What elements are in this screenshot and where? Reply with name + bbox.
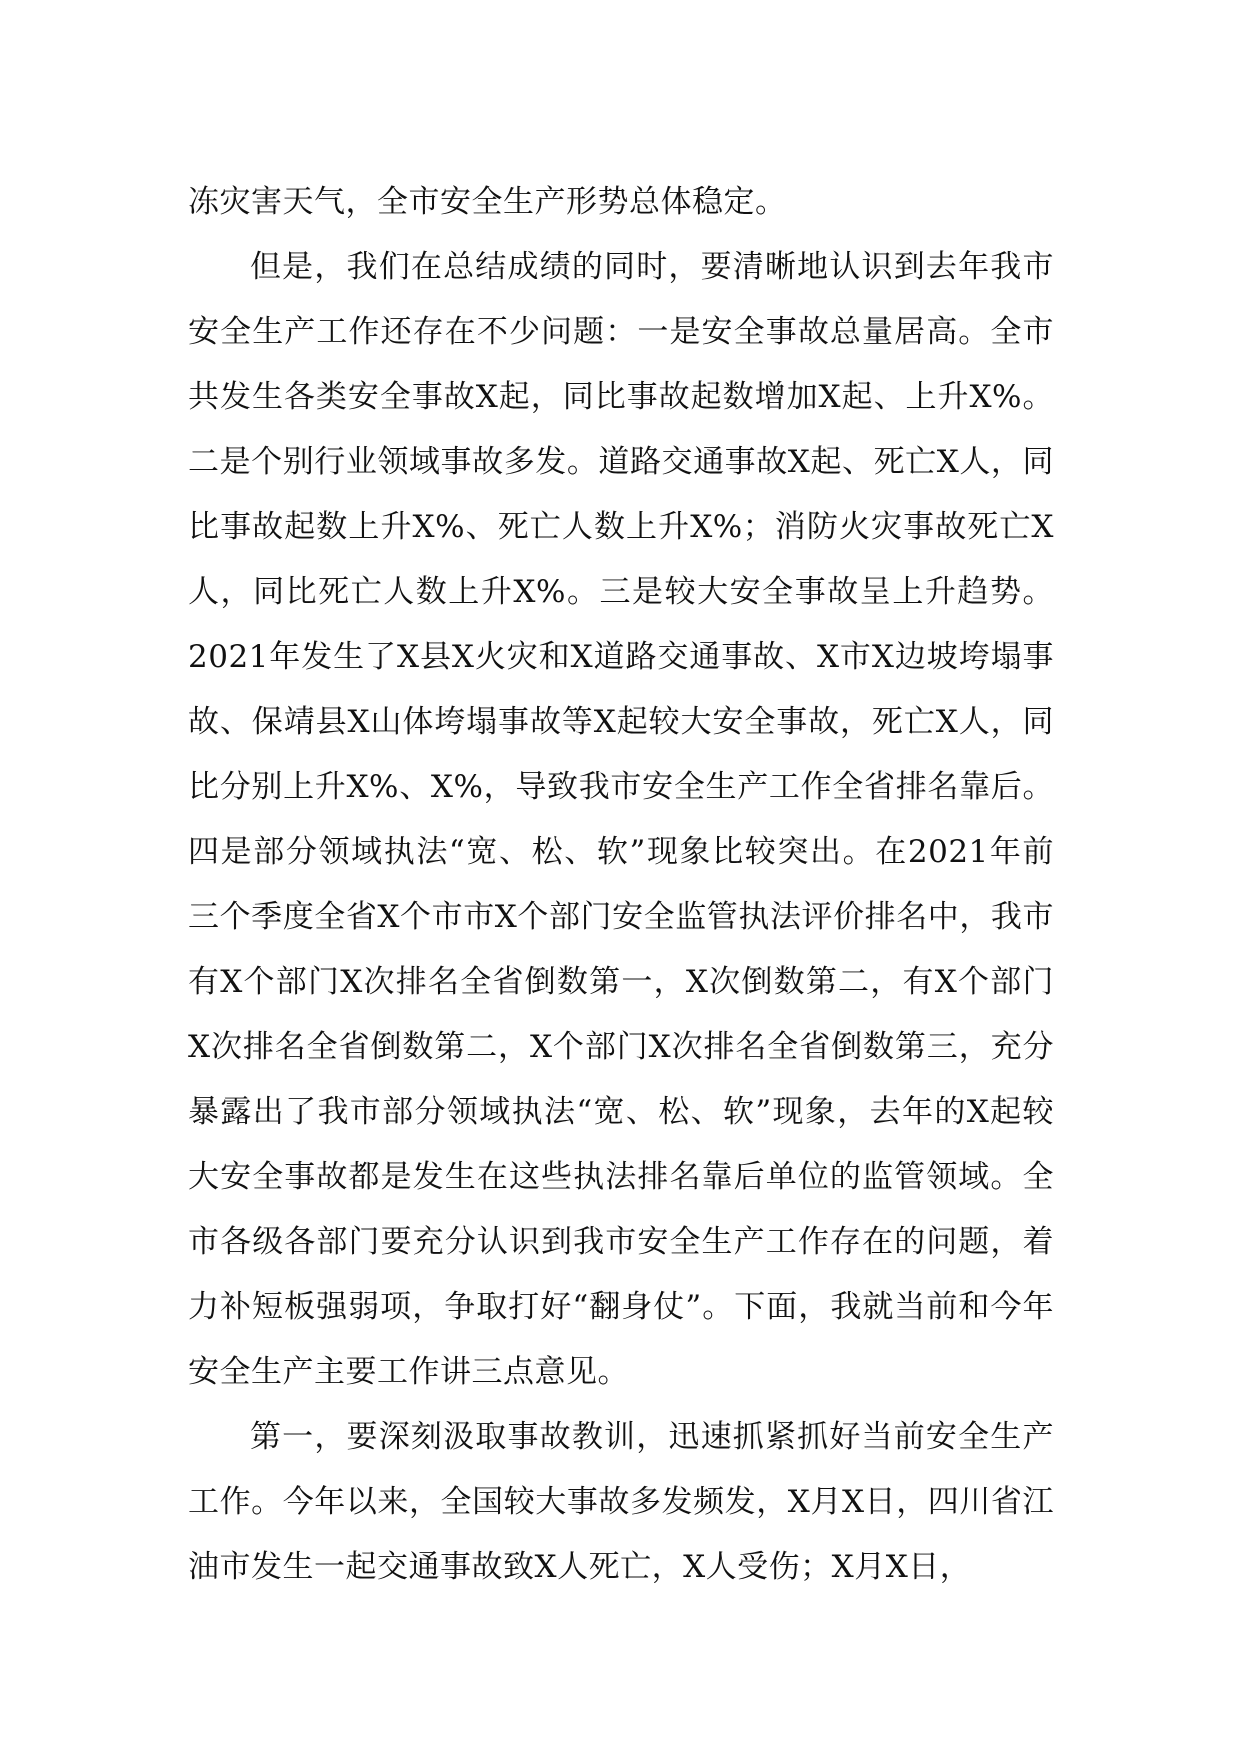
paragraph-problems: 但是，我们在总结成绩的同时，要清晰地认识到去年我市安全生产工作还存在不少问题：一是安全事故总量居高。全市共发生各类安全事故X起，同比事故起数增加X起、上升X%。二是个别行业领域事故多发。道路交通事故X起、死亡X人，同比事故起数上升X%、死亡人数上升X%；消防火灾事故死亡X人，同比死亡人数上升X%。三是较大安全事故呈上升趋势。2021年发生了X县X火灾和X道路交通事故、X市X边坡垮塌事故、保靖县X山体垮塌事故等X起较大安全事故，死亡X人，同比分别上升X%、X%，导致我市安全生产工作全省排名靠后。四是部分领域执法“宽、松、软”现象比较突出。在2021年前三个季度全省X个市市X个部门安全监管执法评价排名中，我市有X个部门X次排名全省倒数第一，X次倒数第二，有X个部门X次排名全省倒数第二，X个部门X次排名全省倒数第三，充分暴露出了我市部分领域执法“宽、松、软”现象，去年的X起较大安全事故都是发生在这些执法排名靠后单位的监管领域。全市各级各部门要充分认识到我市安全生产工作存在的问题，着力补短板强弱项，争取打好“翻身仗”。下面，我就当前和今年安全生产主要工作讲三点意见。 [188, 249, 1054, 1390]
paragraph-first-point: 第一，要深刻汲取事故教训，迅速抓紧抓好当前安全生产工作。今年以来，全国较大事故多发频发，X月X日，四川省江油市发生一起交通事故致X人死亡，X人受伤；X月X日， [188, 1419, 1054, 1585]
document-body [188, 170, 1054, 1600]
paragraph-continuation: 冻灾害天气，全市安全生产形势总体稳定。 [188, 184, 787, 220]
